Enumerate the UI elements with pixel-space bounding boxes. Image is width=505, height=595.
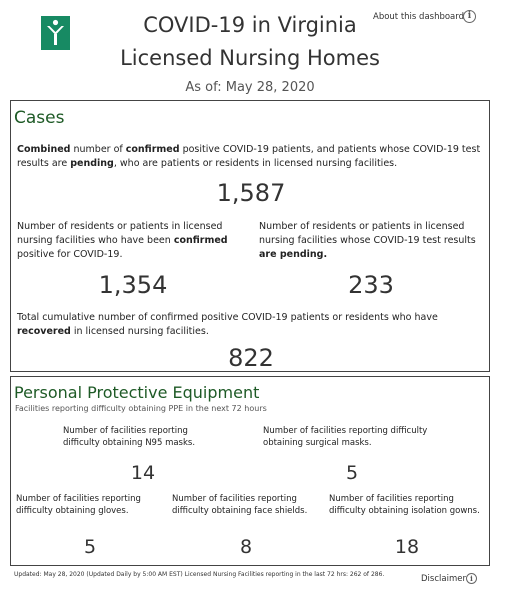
recovered-description: Total cumulative number of confirmed positive COVID-19 patients or residents who have recovered in licensed nursing facilities. — [17, 312, 438, 337]
page-title-line2: Licensed Nursing Homes — [120, 46, 380, 70]
ppe-gloves-value: 5 — [83, 536, 97, 558]
ppe-face-shields-label: Number of facilities reporting difficulty obtaining face shields. — [172, 494, 308, 516]
ppe-title: Personal Protective Equipment — [14, 383, 260, 402]
combined-description: Combined number of confirmed positive COVID-19 patients, and patients whose COVID-19 test results are pending, who are patients or residents in licensed nursing facilities. — [17, 144, 481, 169]
confirmed-description: Number of residents or patients in licensed nursing facilities who have been confirmed positive for COVID-19. — [17, 221, 228, 260]
ppe-gloves-label: Number of facilities reporting difficulty obtaining gloves. — [16, 494, 141, 516]
info-icon[interactable]: i — [463, 10, 476, 23]
ppe-surgical-label: Number of facilities reporting difficulty obtaining surgical masks. — [263, 426, 428, 448]
pending-value: 233 — [348, 271, 394, 299]
cases-title: Cases — [14, 108, 65, 128]
ppe-panel — [10, 376, 490, 566]
ppe-subtitle: Facilities reporting difficulty obtaining PPE in the next 72 hours — [15, 404, 267, 413]
ppe-gowns-value: 18 — [394, 536, 420, 558]
ppe-gowns-label: Number of facilities reporting difficulty obtaining isolation gowns. — [329, 494, 480, 516]
page-title-line1: COVID-19 in Virginia — [143, 13, 357, 37]
disclaimer-link[interactable]: Disclaimer — [421, 574, 466, 584]
vdh-logo-icon — [41, 16, 70, 50]
ppe-surgical-value: 5 — [345, 462, 359, 484]
recovered-value: 822 — [228, 344, 274, 372]
ppe-n95-value: 14 — [130, 462, 156, 484]
footer-updated-note: Updated: May 28, 2020 (Updated Daily by 5:00 AM EST) Licensed Nursing Facilities reporting in the last 72 hrs: 262 of 286. — [14, 571, 385, 578]
combined-value: 1,587 — [216, 179, 286, 207]
cases-panel — [10, 100, 490, 372]
ppe-n95-label: Number of facilities reporting difficulty obtaining N95 masks. — [63, 426, 196, 448]
about-dashboard-link[interactable]: About this dashboard — [373, 12, 465, 22]
disclaimer-info-icon[interactable]: i — [466, 573, 477, 584]
ppe-face-shields-value: 8 — [239, 536, 253, 558]
confirmed-value: 1,354 — [98, 271, 168, 299]
as-of-date: As of: May 28, 2020 — [185, 80, 315, 95]
pending-description: Number of residents or patients in licensed nursing facilities whose COVID-19 test results are pending. — [259, 221, 476, 260]
